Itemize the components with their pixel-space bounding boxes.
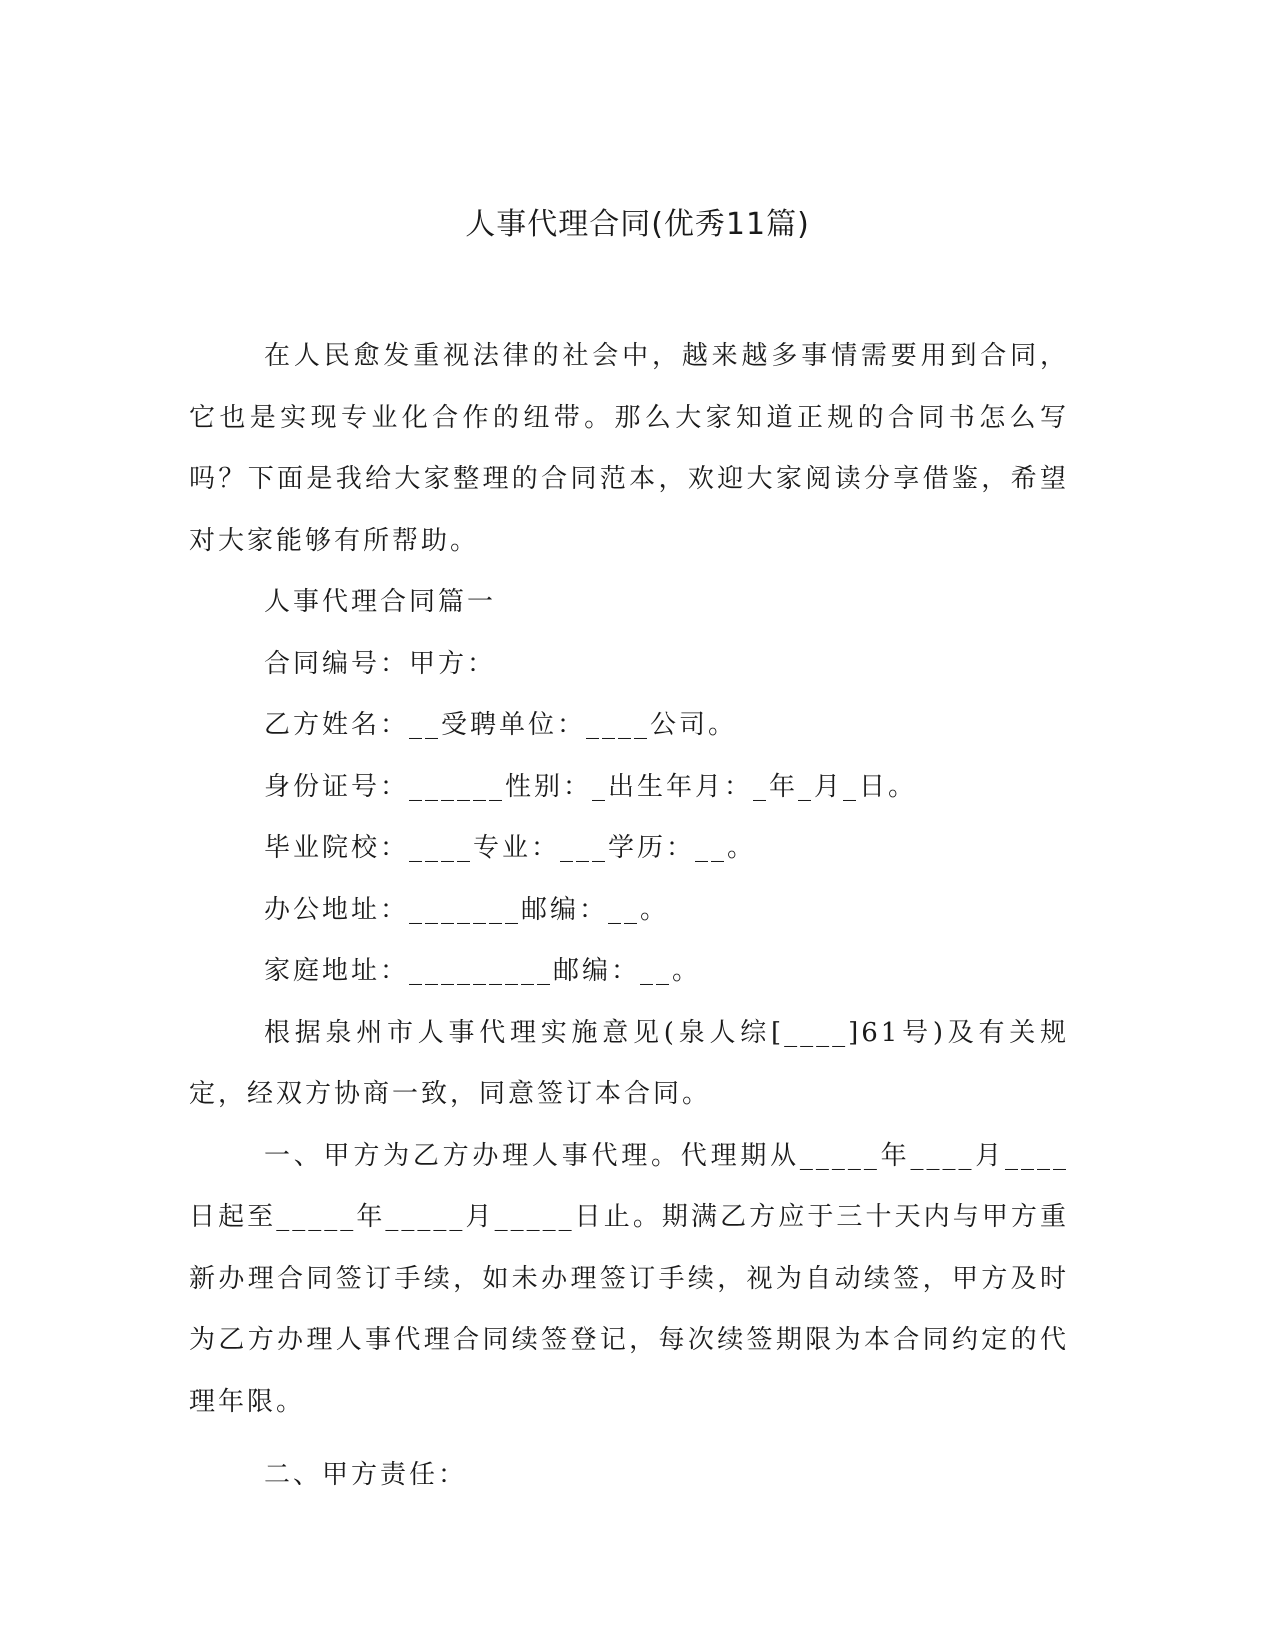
clause-two-heading: 二、甲方责任： xyxy=(264,1460,468,1490)
document-title: 人事代理合同(优秀11篇) xyxy=(465,207,810,242)
clause-one: 一、甲方为乙方办理人事代理。代理期从_____年____月____日起至_____年_____月_____日止。期满乙方应于三十天内与甲方重新办理合同签订手续，如未办理签订手续，视为自动续签，甲方及时为乙方办理人事代理合同续签登记，每次续签期限为本合同约定的代理年限。 xyxy=(189,1140,1069,1417)
contract-number-line: 合同编号：甲方： xyxy=(264,648,497,679)
office-address-line: 办公地址：_______邮编：__。 xyxy=(264,894,670,925)
school-line: 毕业院校：____专业：___学历：__。 xyxy=(264,833,757,863)
document-body xyxy=(189,326,1069,1507)
section-heading: 人事代理合同篇一 xyxy=(264,587,497,617)
party-b-name-line: 乙方姓名：__受聘单位：____公司。 xyxy=(264,710,738,740)
basis-paragraph: 根据泉州市人事代理实施意见(泉人综[____]61号)及有关规定，经双方协商一致，同意签订本合同。 xyxy=(189,1017,1069,1109)
home-address-line: 家庭地址：_________邮编：__。 xyxy=(264,956,702,986)
intro-paragraph: 在人民愈发重视法律的社会中，越来越多事情需要用到合同，它也是实现专业化合作的纽带。那么大家知道正规的合同书怎么写吗？下面是我给大家整理的合同范本，欢迎大家阅读分享借鉴，希望对大家能够有所帮助。 xyxy=(189,341,1069,556)
id-number-line: 身份证号：______性别：_出生年月：_年_月_日。 xyxy=(264,771,918,802)
